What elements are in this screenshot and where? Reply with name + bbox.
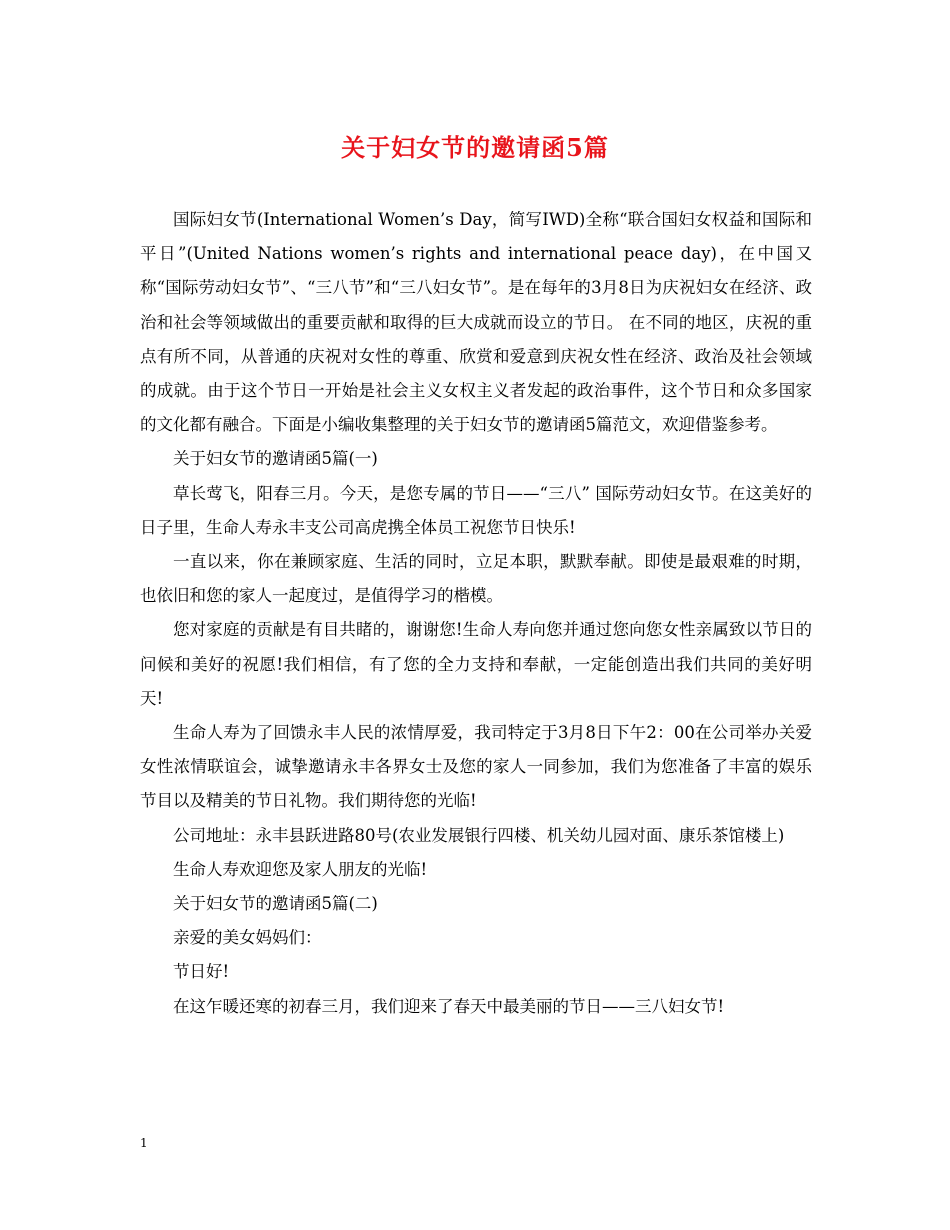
paragraph: 草长莺飞，阳春三月。今天，是您专属的节日——“三八” 国际劳动妇女节。在这美好的日子里，生命人寿永丰支公司高虎携全体员工祝您节日快乐! xyxy=(140,483,812,537)
document-body xyxy=(140,203,812,1024)
document-title: 关于妇女节的邀请函5篇 xyxy=(341,133,609,162)
paragraph: 生命人寿欢迎您及家人朋友的光临! xyxy=(173,859,428,879)
paragraph-salutation: 亲爱的美女妈妈们： xyxy=(173,928,322,948)
paragraph-greeting: 节日好! xyxy=(173,962,230,982)
paragraph-address: 公司地址：永丰县跃进路80号(农业发展银行四楼、机关幼儿园对面、康乐茶馆楼上) xyxy=(173,825,785,845)
page-number: 1 xyxy=(140,1136,148,1150)
paragraph: 您对家庭的贡献是有目共睹的，谢谢您!生命人寿向您并通过您向您女性亲属致以节日的问候和美好的祝愿!我们相信，有了您的全力支持和奉献，一定能创造出我们共同的美好明天! xyxy=(140,620,812,708)
paragraph: 在这乍暖还寒的初春三月，我们迎来了春天中最美丽的节日——三八妇女节! xyxy=(173,996,725,1016)
section-heading-2: 关于妇女节的邀请函5篇(二) xyxy=(173,894,378,914)
paragraph-intro: 国际妇女节(International Women’s Day，简写IWD)全称“联合国妇女权益和国际和平日”(United Nations women’s rights and international peace day)，在中国又称“国际劳动妇女节”、“三八节”和“三八妇女节”。是在每年的3月8日为庆祝妇女在经济、政治和社会等领域做出的重要贡献和取得的巨大成就而设立的节日。 在不同的地区，庆祝的重点有所不同，从普通的庆祝对女性的尊重、欣赏和爱意到庆祝女性在经济、政治及社会领域的成就。由于这个节日一开始是社会主义女权主义者发起的政治事件，这个节日和众多国家的文化都有融合。下面是小编收集整理的关于妇女节的邀请函5篇范文，欢迎借鉴参考。 xyxy=(140,210,812,435)
paragraph: 一直以来，你在兼顾家庭、生活的同时，立足本职，默默奉献。即使是最艰难的时期，也依旧和您的家人一起度过，是值得学习的楷模。 xyxy=(140,552,812,606)
paragraph: 生命人寿为了回馈永丰人民的浓情厚爱，我司特定于3月8日下午2：00在公司举办关爱女性浓情联谊会，诚挚邀请永丰各界女士及您的家人一同参加，我们为您准备了丰富的娱乐节目以及精美的节日礼物。我们期待您的光临! xyxy=(140,723,812,811)
section-heading-1: 关于妇女节的邀请函5篇(一) xyxy=(173,449,378,469)
